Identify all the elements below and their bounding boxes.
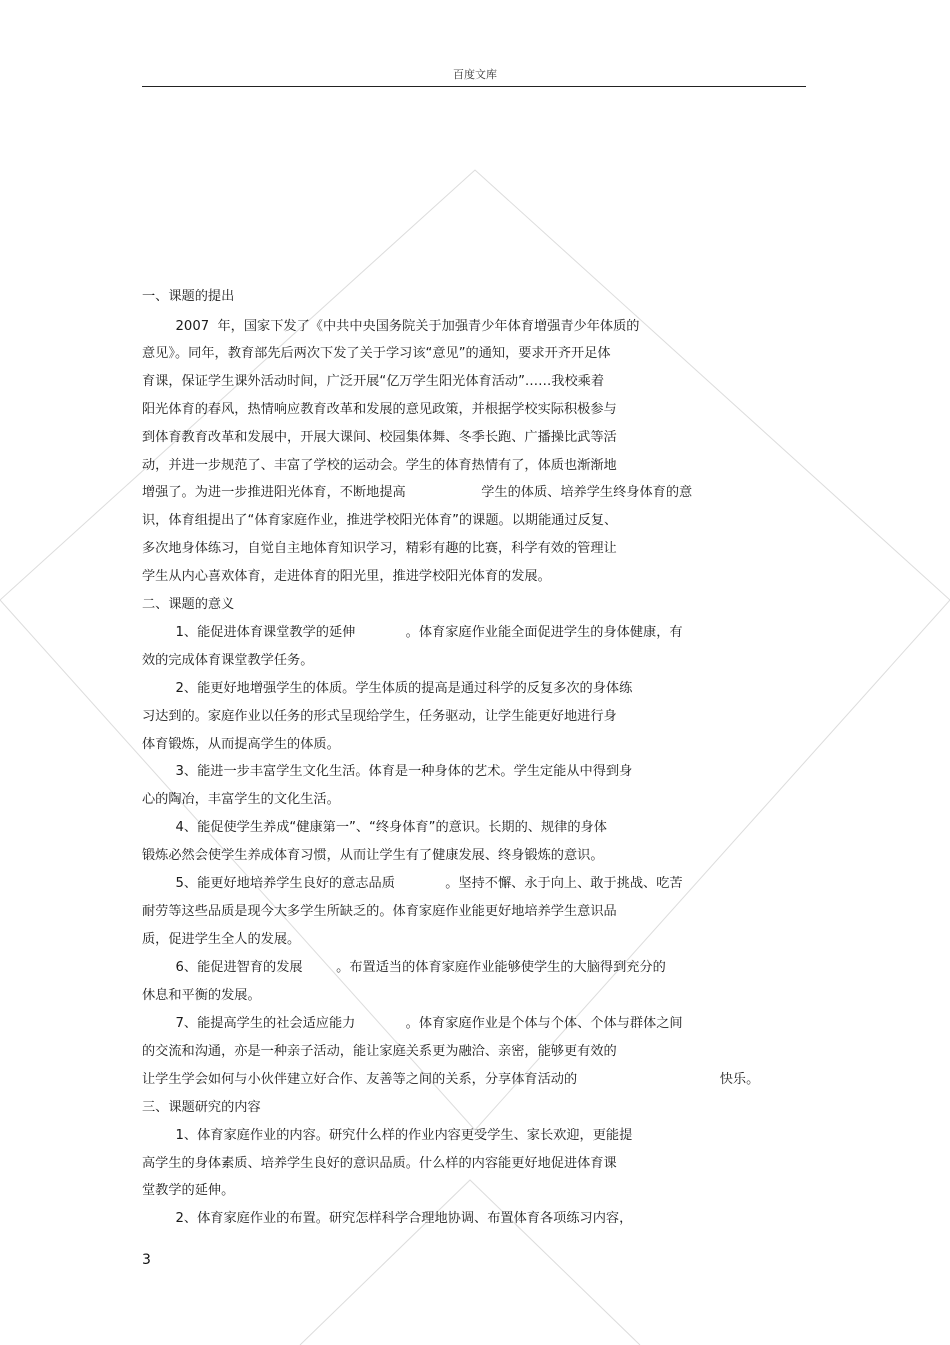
text-line: 7、能提高学生的社会适应能力 。体育家庭作业是个体与个体、个体与群体之间 [142,1016,683,1031]
text-line: 识，体育组提出了“体育家庭作业，推进学校阳光体育”的课题。以期能通过反复、 [142,513,618,528]
text-line: 到体育教育改革和发展中，开展大课间、校园集体舞、冬季长跑、广播操比武等活 [142,430,617,445]
text-line: 堂教学的延伸。 [142,1183,235,1198]
text-line: 1、能促进体育课堂教学的延伸 。体育家庭作业能全面促进学生的身体健康，有 [142,625,683,640]
text-line: 三、课题研究的内容 [142,1100,261,1115]
text-line: 多次地身体练习，自觉自主地体育知识学习，精彩有趣的比赛，科学有效的管理让 [142,541,617,556]
text-line: 高学生的身体素质、培养学生良好的意识品质。什么样的内容能更好地促进体育课 [142,1156,617,1171]
text-line: 的交流和沟通，亦是一种亲子活动，能让家庭关系更为融洽、亲密，能够更有效的 [142,1044,617,1059]
text-line: 2007 年，国家下发了《中共中央国务院关于加强青少年体育增强青少年体质的 [142,319,640,334]
text-line: 耐劳等这些品质是现今大多学生所缺乏的。体育家庭作业能更好地培养学生意识品 [142,904,617,919]
text-line: 1、体育家庭作业的内容。研究什么样的作业内容更受学生、家长欢迎，更能提 [142,1128,633,1143]
text-line: 效的完成体育课堂教学任务。 [142,653,314,668]
text-line: 3、能进一步丰富学生文化生活。体育是一种身体的艺术。学生定能从中得到身 [142,764,633,779]
text-line: 2、能更好地增强学生的体质。学生体质的提高是通过科学的反复多次的身体练 [142,681,633,696]
text-line: 心的陶冶，丰富学生的文化生活。 [142,792,340,807]
text-line: 一、课题的提出 [142,289,235,304]
text-line: 让学生学会如何与小伙伴建立好合作、友善等之间的关系，分享体育活动的 快乐。 [142,1072,760,1087]
page-number: 3 [142,1252,151,1268]
text-line: 二、课题的意义 [142,597,235,612]
text-line: 4、能促使学生养成“健康第一”、“终身体育”的意识。长期的、规律的身体 [142,820,607,835]
text-line: 休息和平衡的发展。 [142,988,261,1003]
text-line: 5、能更好地培养学生良好的意志品质 。坚持不懈、永于向上、敢于挑战、吃苦 [142,876,683,891]
text-line: 意见》。同年，教育部先后两次下发了关于学习该“意见”的通知，要求开齐开足体 [142,346,611,361]
text-line: 学生从内心喜欢体育，走进体育的阳光里，推进学校阳光体育的发展。 [142,569,551,584]
text-line: 育课，保证学生课外活动时间，广泛开展“亿万学生阳光体育活动”……我校乘着 [142,374,605,389]
text-line: 质，促进学生全人的发展。 [142,932,301,947]
text-line: 习达到的。家庭作业以任务的形式呈现给学生，任务驱动，让学生能更好地进行身 [142,709,617,724]
text-line: 增强了。为进一步推进阳光体育，不断地提高 学生的体质、培养学生终身体育的意 [142,485,693,500]
header-title: 百度文库 [453,68,497,81]
text-line: 动，并进一步规范了、丰富了学校的运动会。学生的体育热情有了，体质也渐渐地 [142,458,617,473]
text-line: 锻炼必然会使学生养成体育习惯，从而让学生有了健康发展、终身锻炼的意识。 [142,848,604,863]
text-line: 体育锻炼，从而提高学生的体质。 [142,737,340,752]
text-line: 2、体育家庭作业的布置。研究怎样科学合理地协调、布置体育各项练习内容， [142,1211,633,1226]
header-rule [142,86,806,87]
text-line: 6、能促进智育的发展 。布置适当的体育家庭作业能够使学生的大脑得到充分的 [142,960,666,975]
text-line: 阳光体育的春风，热情响应教育改革和发展的意见政策，并根据学校实际积极参与 [142,402,617,417]
